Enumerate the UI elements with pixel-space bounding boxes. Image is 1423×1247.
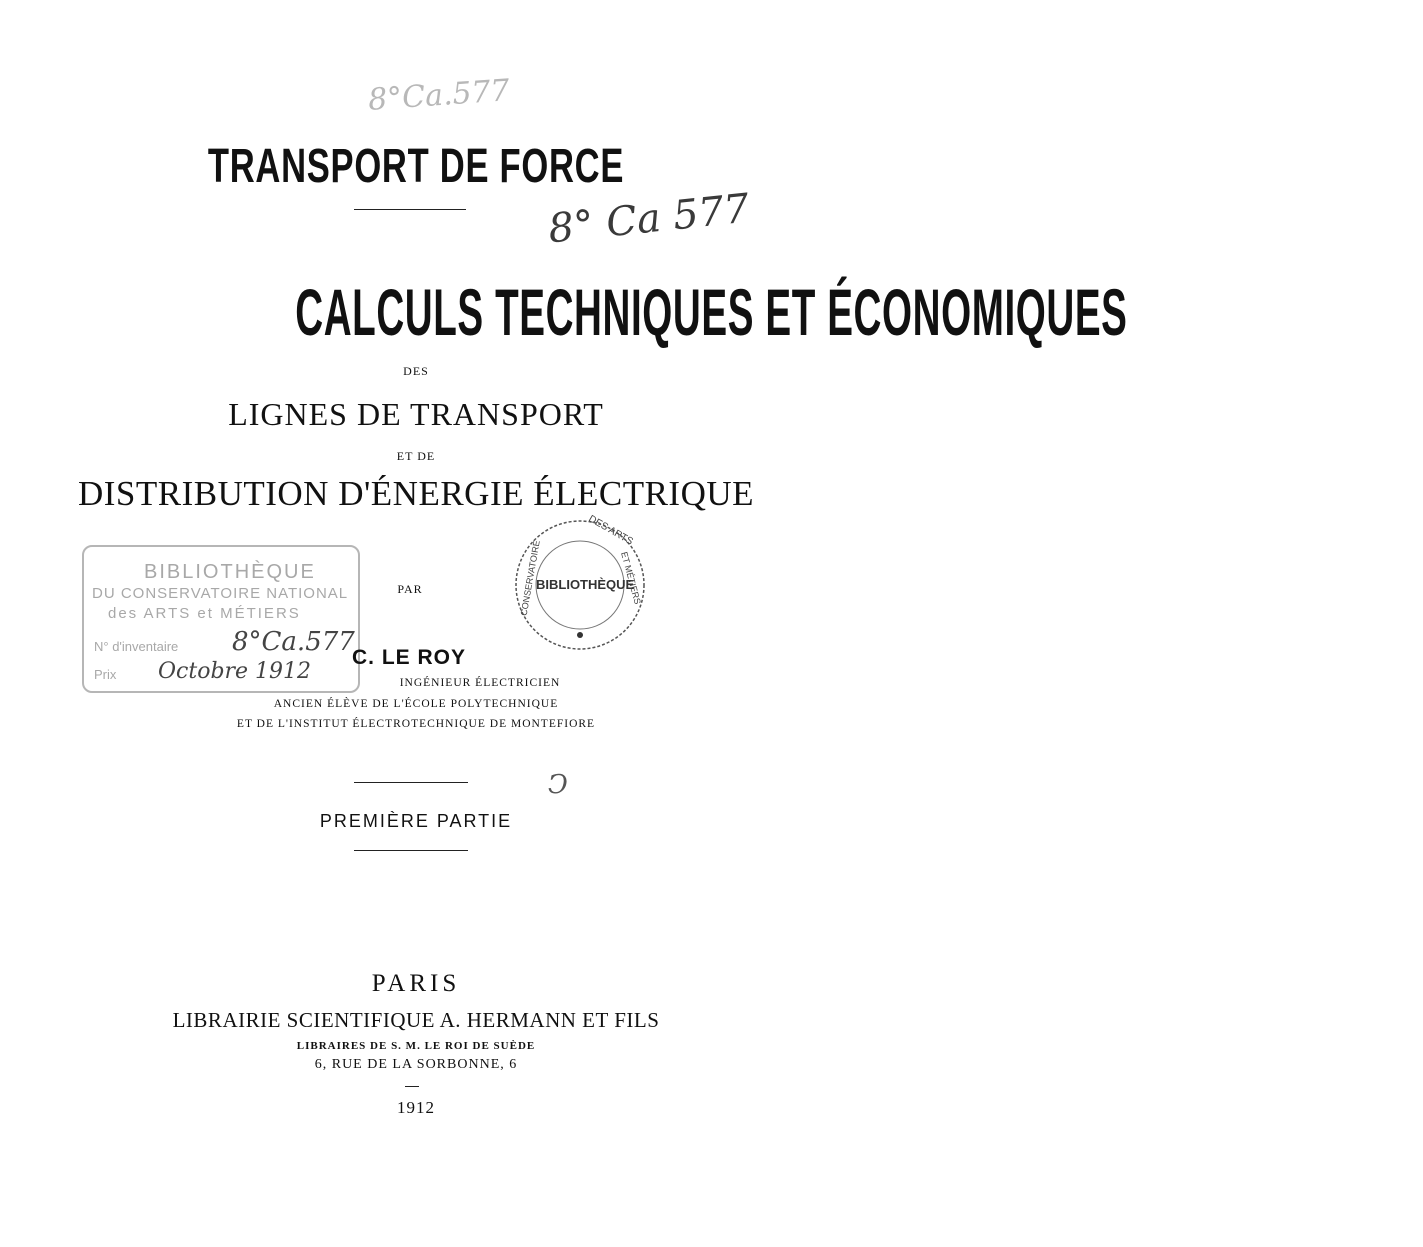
author-par: PAR bbox=[397, 582, 423, 596]
title-line-3: LIGNES DE TRANSPORT bbox=[228, 396, 604, 432]
stamp-handwritten-number: 8°Ca.577 bbox=[232, 627, 355, 657]
publisher-appointment: LIBRAIRES DE S. M. LE ROI DE SUÈDE bbox=[296, 1040, 536, 1052]
title-line-4: DISTRIBUTION D'ÉNERGIE ÉLECTRIQUE bbox=[77, 474, 755, 513]
handwritten-shelfmark-right: 8° Ca 577 bbox=[546, 185, 752, 253]
stamp-circle-arc-left: CONSERVATOIRE bbox=[518, 539, 542, 617]
author-credential-2: ANCIEN ÉLÈVE DE L'ÉCOLE POLYTECHNIQUE bbox=[273, 698, 559, 710]
title-divider-1 bbox=[354, 209, 466, 210]
stamp-line-4-prefix: N° d'inventaire bbox=[94, 639, 179, 654]
publisher-year: 1912 bbox=[397, 1098, 435, 1117]
title-line-1: TRANSPORT DE FORCE bbox=[207, 140, 625, 193]
stamp-handwritten-date: Octobre 1912 bbox=[158, 659, 312, 684]
stamp-circle-arc-top: DES ARTS bbox=[586, 513, 635, 548]
small-handwritten-mark: Ↄ bbox=[548, 770, 568, 800]
part-divider-top bbox=[354, 782, 468, 783]
title-des: DES bbox=[403, 364, 429, 378]
author-credential-3: ET DE L'INSTITUT ÉLECTROTECHNIQUE DE MONTEFIORE bbox=[236, 718, 596, 730]
handwritten-shelfmark-top: 8°Ca.577 bbox=[366, 73, 511, 118]
part-title: PREMIÈRE PARTIE bbox=[319, 811, 513, 831]
title-line-2: CALCULS TECHNIQUES ET ÉCONOMIQUES bbox=[295, 275, 1128, 349]
stamp-circle-arc-right: ET MÉTIERS bbox=[619, 550, 643, 606]
publisher-city: PARIS bbox=[371, 970, 461, 997]
year-divider bbox=[405, 1086, 419, 1087]
publisher-address: 6, RUE DE LA SORBONNE, 6 bbox=[314, 1057, 518, 1072]
stamp-line-3: des ARTS et MÉTIERS bbox=[108, 605, 301, 622]
publisher-name: LIBRAIRIE SCIENTIFIQUE A. HERMANN ET FILS bbox=[172, 1008, 660, 1032]
stamp-line-1: BIBLIOTHÈQUE bbox=[144, 561, 316, 583]
stamp-line-5-prefix: Prix bbox=[94, 667, 117, 682]
title-et-de: ET DE bbox=[396, 449, 436, 463]
author-credential-1: INGÉNIEUR ÉLECTRICIEN bbox=[399, 677, 561, 689]
stamp-circle-center-text: BIBLIOTHÈQUE bbox=[536, 577, 635, 592]
library-stamp-rectangular bbox=[82, 545, 360, 693]
library-stamp-circular bbox=[512, 513, 648, 653]
author-name: C. LE ROY bbox=[352, 646, 467, 669]
stamp-line-2: DU CONSERVATOIRE NATIONAL bbox=[92, 585, 349, 602]
part-divider-bottom bbox=[354, 850, 468, 851]
